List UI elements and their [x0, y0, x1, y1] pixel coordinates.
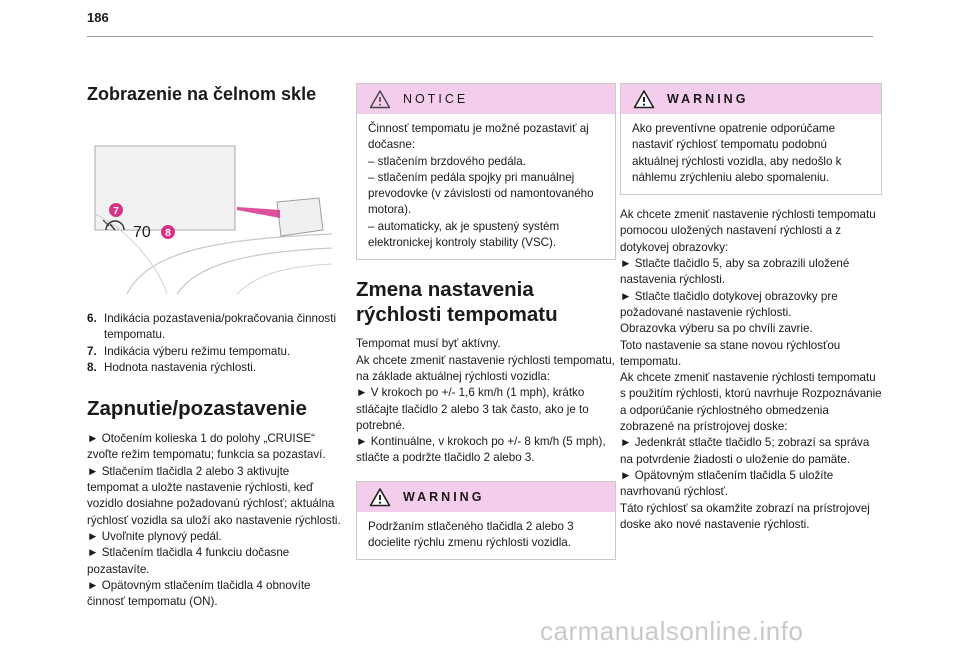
activation-body: ► Otočením kolieska 1 do polohy „CRUISE“ zvoľte režim tempomatu; funkcia sa pozastaví. ► Stlačením tlačidla 2 alebo 3 aktivujte tempomat a uložte nastavenie rýchlosti, keď vozidlo dosiahne požadovanú rýchlosť; aktuálna rýchlosť vozidla sa uloží ako nastavenie rýchlosti. ► Uvoľnite plynový pedál. ► Stlačením tlačidla 4 funkciu dočasne pozastavíte. ► Opätovným stlačením tlačidla 4 obnovíte činnosť tempomatu (ON).: [87, 432, 341, 609]
legend-item: 8. Hodnota nastavenia rýchlosti.: [87, 360, 257, 374]
column-1: [87, 78, 342, 610]
legend-item: 7. Indikácia výberu režimu tempomatu.: [87, 344, 291, 358]
heading-activation: Zapnutie/pozastavenie: [87, 397, 307, 421]
notice-box: [356, 83, 616, 260]
speed-change-body: Tempomat musí byť aktívny. Ak chcete zmeniť nastavenie rýchlosti tempomatu, na základe aktuálnej rýchlosti vozidla: ► V krokoch po +/- 1,6 km/h (1 mph), krátko stláčajte tlačidlo 2 alebo 3 tak často, ako je to potrebné. ► Kontinuálne, v krokoch po +/- 8 km/h (5 mph), stlačte a podržte tlačidlo 2 alebo 3.: [356, 337, 615, 465]
watermark: carmanualsonline.info: [540, 616, 804, 646]
header-rule: [87, 36, 873, 37]
badge-7: 7: [113, 206, 119, 217]
legend-item: 6. Indikácia pozastavenia/pokračovania činnosti tempomatu.: [87, 312, 337, 342]
warning-triangle-filled-icon: [369, 487, 391, 507]
warning-body: Ako preventívne opatrenie odporúčame nastaviť rýchlosť tempomatu podobnú aktuálnej rýchlosti vozidla, aby nedošlo k náhlemu zrýchleniu alebo spomaleniu.: [632, 122, 842, 184]
notice-title: NOTICE: [403, 92, 469, 106]
warning-body: Podržaním stlačeného tlačidla 2 alebo 3 docielite rýchlu zmenu rýchlosti vozidla.: [368, 519, 574, 550]
head-up-display-illustration: [87, 144, 334, 296]
heading-head-up-display: Zobrazenie na čelnom skle: [87, 84, 317, 104]
heading-speed-change: Zmena nastavenia rýchlosti tempomatu: [356, 278, 558, 327]
warning-header: [621, 84, 881, 114]
notice-body: Činnosť tempomatu je možné pozastaviť aj dočasne: – stlačením brzdového pedála. – stlačením pedála spojky pri manuálnej prevodovke (v závislosti od namontovaného motora). – automaticky, ak je spustený systém elektronickej kontroly stability (VSC).: [368, 122, 594, 250]
page-number: 186: [87, 10, 109, 25]
legend-list: [87, 311, 342, 376]
warning-box: [620, 83, 882, 195]
warning-header: [357, 482, 615, 512]
column-3: [620, 83, 882, 533]
warning-triangle-filled-icon: [633, 89, 655, 109]
warning-title: WARNING: [667, 92, 749, 106]
speed-value: 70: [133, 224, 151, 241]
warning-box: [356, 481, 616, 561]
warning-title: WARNING: [403, 489, 485, 504]
badge-8: 8: [165, 228, 171, 239]
column-2: [356, 83, 616, 560]
stored-speeds-body: Ak chcete zmeniť nastavenie rýchlosti tempomatu pomocou uložených nastavení rýchlosti a z dotykovej obrazovky: ► Stlačte tlačidlo 5, aby sa zobrazili uložené nastavenia rýchlosti. ► Stlačte tlačidlo dotykovej obrazovky pre požadované nastavenie rýchlosti. Obrazovka výberu sa po chvíli zavrie. Toto nastavenie sa stane novou rýchlosťou tempomatu. Ak chcete zmeniť nastavenie rýchlosti tempomatu s použitím rýchlosti, ktorú navrhuje Rozpoznávanie a odporúčanie rýchlostného obmedzenia zobrazené na prístrojovej doske: ► Jedenkrát stlačte tlačidlo 5; zobrazí sa správa na potvrdenie žiadosti o uloženie do pamäte. ► Opätovným stlačením tlačidla 5 uložíte navrhovanú rýchlosť. Táto rýchlosť sa okamžite zobrazí na prístrojovej doske ako nové nastavenie rýchlosti.: [620, 208, 882, 531]
notice-header: [357, 84, 615, 114]
warning-triangle-outline-icon: [369, 89, 391, 109]
